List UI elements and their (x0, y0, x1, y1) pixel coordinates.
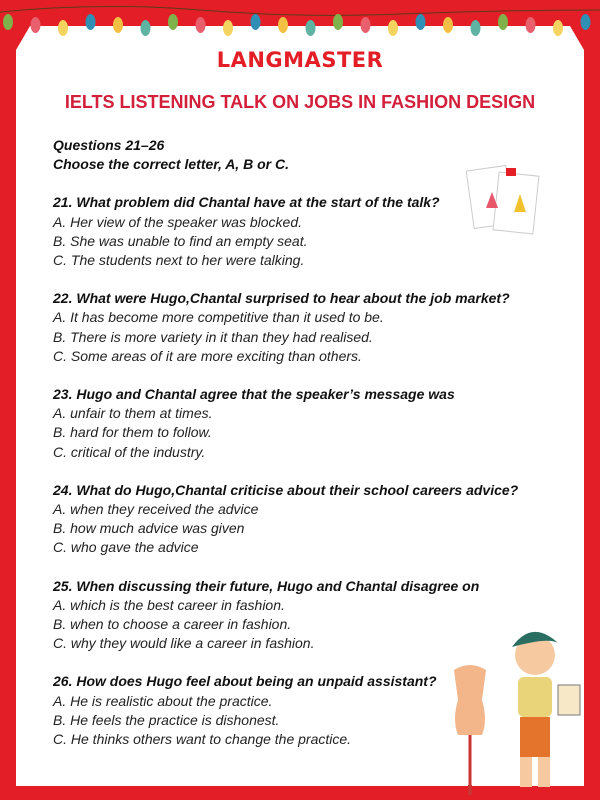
answer-option: A. It has become more competitive than it used to be. (53, 309, 384, 326)
answer-option: A. unfair to them at times. (53, 405, 213, 422)
page-title: IELTS LISTENING TALK ON JOBS IN FASHION DESIGN (64, 92, 536, 112)
light-bulb (141, 20, 151, 36)
answer-option: B. how much advice was given (53, 520, 245, 537)
light-bulb (196, 17, 206, 33)
light-bulb (278, 17, 288, 33)
light-bulb (553, 20, 563, 36)
instruction: Choose the correct letter, A, B or C. (53, 156, 289, 173)
answer-option: B. when to choose a career in fashion. (53, 616, 292, 633)
question-22 (53, 289, 573, 366)
light-bulb (86, 14, 96, 30)
fashion-sketch-illustration (466, 160, 546, 240)
light-bulb (443, 17, 453, 33)
question-text: 23. Hugo and Chantal agree that the speaker’s message was (53, 386, 455, 403)
light-bulb (333, 14, 343, 30)
christmas-lights-decoration (0, 0, 600, 40)
answer-option: A. when they received the advice (53, 501, 259, 518)
light-bulb (168, 14, 178, 30)
answer-option: C. critical of the industry. (53, 443, 206, 460)
answer-option: B. There is more variety in it than they had realised. (53, 328, 373, 345)
questions-heading: Questions 21–26 (53, 137, 165, 153)
question-23 (53, 385, 573, 462)
light-bulb (223, 20, 233, 36)
answer-option: A. which is the best career in fashion. (53, 596, 285, 613)
light-bulb (416, 14, 426, 30)
answer-option: A. He is realistic about the practice. (53, 692, 273, 709)
light-bulb (471, 20, 481, 36)
answer-option: B. He feels the practice is dishonest. (53, 711, 280, 728)
answer-option: A. Her view of the speaker was blocked. (53, 213, 303, 230)
light-bulb (3, 14, 13, 30)
answer-option: C. The students next to her were talking. (53, 252, 305, 269)
designer-character-illustration (440, 625, 590, 795)
question-text: 21. What problem did Chantal have at the start of the talk? (53, 194, 440, 211)
answer-option: C. why they would like a career in fashion. (53, 635, 315, 652)
question-text: 22. What were Hugo,Chantal surprised to hear about the job market? (53, 290, 510, 307)
light-bulb (58, 20, 68, 36)
answer-option: C. Some areas of it are more exciting than others. (53, 347, 362, 364)
question-text: 25. When discussing their future, Hugo and Chantal disagree on (53, 577, 480, 594)
answer-option: B. She was unable to find an empty seat. (53, 232, 308, 249)
light-bulb (388, 20, 398, 36)
question-text: 24. What do Hugo,Chantal criticise about their school careers advice? (53, 481, 519, 498)
light-bulb (361, 17, 371, 33)
light-bulb (526, 17, 536, 33)
light-bulb (31, 17, 41, 33)
light-bulb (306, 20, 316, 36)
light-bulb (251, 14, 261, 30)
light-bulb (498, 14, 508, 30)
answer-option: B. hard for them to follow. (53, 424, 212, 441)
light-bulb (113, 17, 123, 33)
question-24 (53, 481, 573, 558)
answer-option: C. who gave the advice (53, 539, 199, 556)
question-text: 26. How does Hugo feel about being an unpaid assistant? (53, 673, 437, 690)
brand-logo: LANGMASTER (216, 48, 384, 72)
answer-option: C. He thinks others want to change the practice. (53, 731, 352, 748)
light-bulb (581, 14, 591, 30)
